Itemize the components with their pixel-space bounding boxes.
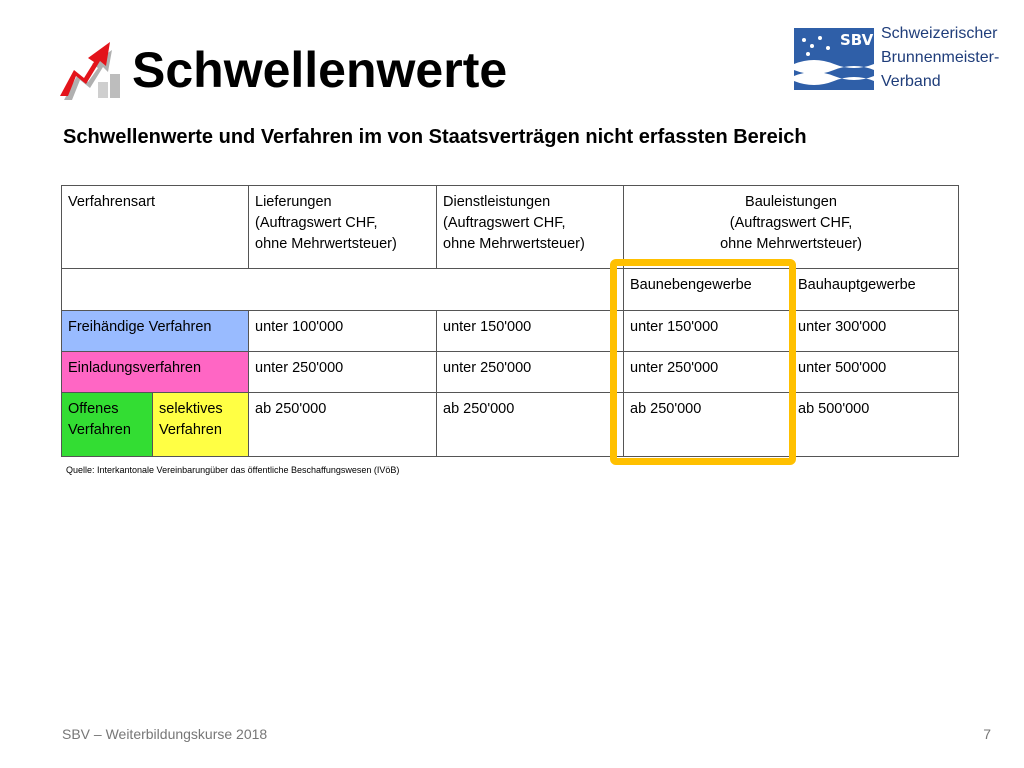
- threshold-table-container: [61, 185, 958, 456]
- subheader-bauhauptgewerbe: Bauhauptgewerbe: [792, 269, 959, 311]
- label-selektives-verfahren: selektives Verfahren: [153, 393, 249, 457]
- logo-line-3: Verband: [881, 73, 941, 90]
- threshold-table: [61, 185, 959, 457]
- sbv-logo-mark: [794, 28, 874, 90]
- slide-subtitle: Schwellenwerte und Verfahren im von Staatsverträgen nicht erfassten Bereich: [63, 126, 807, 148]
- cell-einladung-dienstleistungen: unter 250'000: [437, 352, 624, 393]
- label-freihaendige-verfahren: Freihändige Verfahren: [62, 311, 249, 352]
- label-einladungsverfahren: Einladungsverfahren: [62, 352, 249, 393]
- footer-text: SBV – Weiterbildungskurse 2018: [62, 726, 268, 742]
- cell-einladung-baunebengewerbe: unter 250'000: [624, 352, 792, 393]
- subheader-empty: [62, 269, 624, 311]
- source-note: Quelle: Interkantonale Vereinbarungüber das öffentliche Beschaffungswesen (IVöB): [66, 465, 400, 475]
- subheader-baunebengewerbe: Baunebengewerbe: [624, 269, 792, 311]
- table-header-row: [62, 186, 959, 269]
- cell-offen-lieferungen: ab 250'000: [249, 393, 437, 457]
- page-number: 7: [983, 726, 991, 742]
- logo-line-1: Schweizerischer: [881, 25, 998, 42]
- header-dienstleistungen: Dienstleistungen (Auftragswert CHF, ohne Mehrwertsteuer): [437, 186, 624, 269]
- rising-arrow-icon: [58, 38, 124, 102]
- sbv-logo-mark-text: SBV: [840, 31, 874, 49]
- table-row-einladung: [62, 352, 959, 393]
- cell-einladung-lieferungen: unter 250'000: [249, 352, 437, 393]
- logo-line-2: Brunnenmeister-: [881, 49, 1000, 66]
- header-bauleistungen: Bauleistungen (Auftragswert CHF, ohne Mehrwertsteuer): [624, 186, 959, 269]
- header-lieferungen: Lieferungen (Auftragswert CHF, ohne Mehrwertsteuer): [249, 186, 437, 269]
- table-subheader-row: [62, 269, 959, 311]
- cell-offen-baunebengewerbe: ab 250'000: [624, 393, 792, 457]
- sbv-logo-text: [881, 22, 999, 94]
- cell-freihaendig-baunebengewerbe: unter 150'000: [624, 311, 792, 352]
- sbv-logo: [794, 20, 1004, 98]
- cell-offen-bauhauptgewerbe: ab 500'000: [792, 393, 959, 457]
- cell-freihaendig-lieferungen: unter 100'000: [249, 311, 437, 352]
- table-row-offen: [62, 393, 959, 457]
- table-row-freihaendig: [62, 311, 959, 352]
- header-verfahrensart: Verfahrensart: [62, 186, 249, 269]
- cell-freihaendig-dienstleistungen: unter 150'000: [437, 311, 624, 352]
- cell-offen-dienstleistungen: ab 250'000: [437, 393, 624, 457]
- slide-title: Schwellenwerte: [132, 42, 508, 98]
- cell-einladung-bauhauptgewerbe: unter 500'000: [792, 352, 959, 393]
- label-offenes-verfahren: Offenes Verfahren: [62, 393, 153, 457]
- cell-freihaendig-bauhauptgewerbe: unter 300'000: [792, 311, 959, 352]
